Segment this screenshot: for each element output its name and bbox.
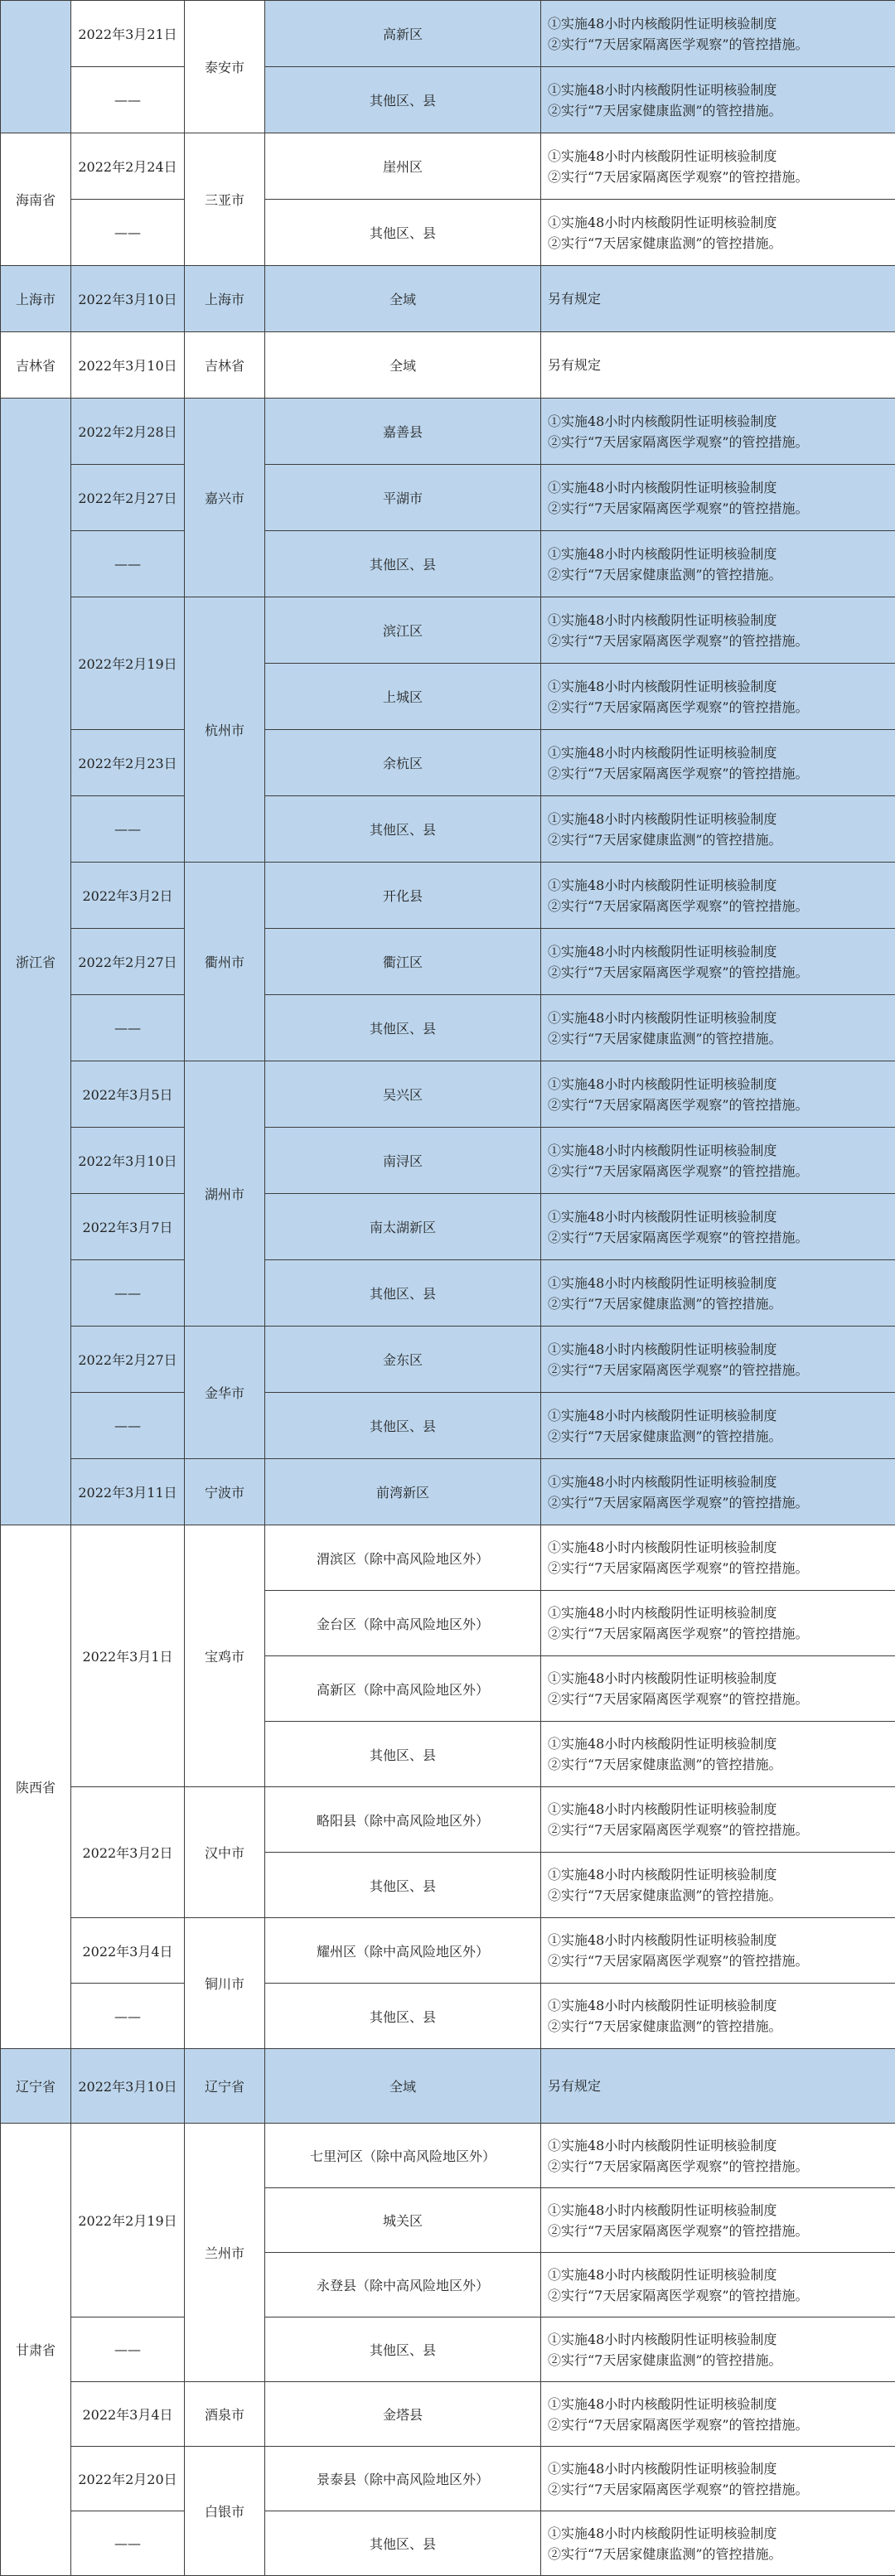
- measure-cell: [541, 1787, 895, 1853]
- measure-cell: [541, 2317, 895, 2382]
- measure-line: ②实行“7天居家隔离医学观察”的管控措施。: [548, 1095, 895, 1115]
- district-cell: 其他区、县: [265, 1722, 541, 1787]
- measure-line: ②实行“7天居家健康监测”的管控措施。: [548, 233, 895, 254]
- district-cell: 其他区、县: [265, 1853, 541, 1918]
- measure-line: ②实行“7天居家隔离医学观察”的管控措施。: [548, 167, 895, 187]
- date-cell: 2022年3月21日: [71, 1, 185, 67]
- date-cell: 2022年3月4日: [71, 2382, 185, 2447]
- district-cell: 其他区、县: [265, 2511, 541, 2576]
- measure-line: ①实施48小时内核酸阴性证明核验制度: [548, 80, 895, 100]
- district-cell: 其他区、县: [265, 796, 541, 863]
- measure-line: ②实行“7天居家隔离医学观察”的管控措施。: [548, 1227, 895, 1248]
- date-cell: 2022年2月24日: [71, 133, 185, 200]
- date-cell: ——: [71, 1393, 185, 1459]
- measure-line: ①实施48小时内核酸阴性证明核验制度: [548, 1668, 895, 1689]
- measure-cell: [541, 133, 895, 200]
- measure-line: ①实施48小时内核酸阴性证明核验制度: [548, 1273, 895, 1293]
- measure-cell: [541, 1984, 895, 2049]
- measure-line: ①实施48小时内核酸阴性证明核验制度: [548, 2200, 895, 2221]
- measure-cell: [541, 796, 895, 863]
- district-cell: 高新区（除中高风险地区外）: [265, 1656, 541, 1722]
- province-cell: 陕西省: [1, 1525, 71, 2049]
- measure-line: ①实施48小时内核酸阴性证明核验制度: [548, 212, 895, 233]
- province-cell: 上海市: [1, 266, 71, 332]
- district-cell: 滨江区: [265, 597, 541, 664]
- measure-cell: [541, 1656, 895, 1722]
- date-cell: ——: [71, 2317, 185, 2382]
- measure-cell: [541, 1591, 895, 1656]
- city-cell: 衢州市: [185, 863, 265, 1061]
- measure-cell: [541, 1918, 895, 1984]
- measure-line: ②实行“7天居家健康监测”的管控措施。: [548, 2350, 895, 2371]
- date-cell: 2022年2月23日: [71, 730, 185, 796]
- district-cell: 金东区: [265, 1327, 541, 1393]
- date-cell: ——: [71, 1260, 185, 1327]
- measure-line: ①实施48小时内核酸阴性证明核验制度: [548, 1733, 895, 1754]
- measure-line: ①实施48小时内核酸阴性证明核验制度: [548, 941, 895, 962]
- measure-line: ①实施48小时内核酸阴性证明核验制度: [548, 875, 895, 896]
- measure-line: ①实施48小时内核酸阴性证明核验制度: [548, 1864, 895, 1885]
- measure-line: ②实行“7天居家隔离医学观察”的管控措施。: [548, 2285, 895, 2306]
- measure-line: ②实行“7天居家健康监测”的管控措施。: [548, 100, 895, 121]
- district-cell: 全域: [265, 332, 541, 399]
- measure-line: ②实行“7天居家健康监测”的管控措施。: [548, 1028, 895, 1049]
- measure-line: ①实施48小时内核酸阴性证明核验制度: [548, 1472, 895, 1492]
- measure-line: ①实施48小时内核酸阴性证明核验制度: [548, 1405, 895, 1426]
- date-cell: 2022年2月19日: [71, 2124, 185, 2317]
- measure-cell: [541, 1525, 895, 1591]
- measure-line: ①实施48小时内核酸阴性证明核验制度: [548, 1008, 895, 1028]
- measure-line: ①实施48小时内核酸阴性证明核验制度: [548, 1995, 895, 2016]
- measure-line: ②实行“7天居家健康监测”的管控措施。: [548, 1293, 895, 1314]
- measure-line: ①实施48小时内核酸阴性证明核验制度: [548, 610, 895, 631]
- measure-line: ②实行“7天居家隔离医学观察”的管控措施。: [548, 1950, 895, 1971]
- measure-line: ②实行“7天居家隔离医学观察”的管控措施。: [548, 2156, 895, 2177]
- measure-line: ①实施48小时内核酸阴性证明核验制度: [548, 411, 895, 432]
- district-cell: 其他区、县: [265, 200, 541, 266]
- measure-cell: [541, 2382, 895, 2447]
- city-cell: 汉中市: [185, 1787, 265, 1918]
- measure-cell: [541, 1722, 895, 1787]
- measure-line: ②实行“7天居家健康监测”的管控措施。: [548, 1754, 895, 1775]
- date-cell: ——: [71, 200, 185, 266]
- district-cell: 其他区、县: [265, 67, 541, 133]
- measure-line: ①实施48小时内核酸阴性证明核验制度: [548, 1074, 895, 1095]
- measure-cell: 另有规定: [541, 2049, 895, 2124]
- city-cell: 上海市: [185, 266, 265, 332]
- date-cell: 2022年3月5日: [71, 1061, 185, 1128]
- district-cell: 前湾新区: [265, 1459, 541, 1525]
- district-cell: 景泰县（除中高风险地区外）: [265, 2447, 541, 2511]
- date-cell: 2022年3月10日: [71, 266, 185, 332]
- district-cell: 金塔县: [265, 2382, 541, 2447]
- measure-line: ②实行“7天居家隔离医学观察”的管控措施。: [548, 896, 895, 916]
- measure-line: ①实施48小时内核酸阴性证明核验制度: [548, 676, 895, 697]
- date-cell: 2022年3月10日: [71, 1128, 185, 1194]
- measure-cell: [541, 2124, 895, 2188]
- date-cell: 2022年3月11日: [71, 1459, 185, 1525]
- measure-line: ①实施48小时内核酸阴性证明核验制度: [548, 1930, 895, 1950]
- district-cell: 渭滨区（除中高风险地区外）: [265, 1525, 541, 1591]
- city-cell: 金华市: [185, 1327, 265, 1459]
- measure-cell: [541, 597, 895, 664]
- province-cell: 浙江省: [1, 399, 71, 1525]
- province-cell: 吉林省: [1, 332, 71, 399]
- date-cell: ——: [71, 1984, 185, 2049]
- measure-line: ②实行“7天居家隔离医学观察”的管控措施。: [548, 962, 895, 983]
- date-cell: 2022年3月2日: [71, 863, 185, 929]
- measure-line: ②实行“7天居家健康监测”的管控措施。: [548, 1885, 895, 1906]
- measure-line: ①实施48小时内核酸阴性证明核验制度: [548, 1206, 895, 1227]
- measure-line: ②实行“7天居家健康监测”的管控措施。: [548, 1426, 895, 1447]
- district-cell: 其他区、县: [265, 1260, 541, 1327]
- measure-line: ②实行“7天居家隔离医学观察”的管控措施。: [548, 1492, 895, 1513]
- measure-cell: [541, 664, 895, 730]
- measure-line: ①实施48小时内核酸阴性证明核验制度: [548, 1140, 895, 1161]
- measure-cell: [541, 1061, 895, 1128]
- date-cell: 2022年3月7日: [71, 1194, 185, 1260]
- date-cell: 2022年3月4日: [71, 1918, 185, 1984]
- measure-line: ①实施48小时内核酸阴性证明核验制度: [548, 1799, 895, 1820]
- measure-cell: [541, 1459, 895, 1525]
- measure-line: ①实施48小时内核酸阴性证明核验制度: [548, 477, 895, 498]
- measure-line: ①实施48小时内核酸阴性证明核验制度: [548, 13, 895, 34]
- district-cell: 其他区、县: [265, 1393, 541, 1459]
- measure-line: ①实施48小时内核酸阴性证明核验制度: [548, 2458, 895, 2479]
- measure-cell: [541, 2447, 895, 2511]
- date-cell: ——: [71, 67, 185, 133]
- measure-line: ①实施48小时内核酸阴性证明核验制度: [548, 1537, 895, 1558]
- date-cell: ——: [71, 531, 185, 597]
- measure-cell: [541, 1393, 895, 1459]
- city-cell: 宁波市: [185, 1459, 265, 1525]
- measure-line: ②实行“7天居家隔离医学观察”的管控措施。: [548, 2479, 895, 2500]
- province-cell: [1, 1, 71, 133]
- measure-line: ①实施48小时内核酸阴性证明核验制度: [548, 544, 895, 564]
- district-cell: 上城区: [265, 664, 541, 730]
- city-cell: 铜川市: [185, 1918, 265, 2049]
- measure-cell: [541, 2253, 895, 2317]
- measure-cell: [541, 2188, 895, 2253]
- date-cell: 2022年2月28日: [71, 399, 185, 465]
- district-cell: 崖州区: [265, 133, 541, 200]
- date-cell: ——: [71, 2511, 185, 2576]
- date-cell: 2022年2月27日: [71, 465, 185, 531]
- measure-cell: [541, 531, 895, 597]
- measure-cell: [541, 1194, 895, 1260]
- city-cell: 泰安市: [185, 1, 265, 133]
- measure-line: ②实行“7天居家隔离医学观察”的管控措施。: [548, 631, 895, 651]
- measure-line: ①实施48小时内核酸阴性证明核验制度: [548, 2523, 895, 2544]
- district-cell: 其他区、县: [265, 2317, 541, 2382]
- measure-line: ②实行“7天居家隔离医学观察”的管控措施。: [548, 1558, 895, 1578]
- district-cell: 全域: [265, 2049, 541, 2124]
- measure-line: ①实施48小时内核酸阴性证明核验制度: [548, 2135, 895, 2156]
- measure-cell: [541, 1853, 895, 1918]
- measure-cell: [541, 2511, 895, 2576]
- measure-line: ①实施48小时内核酸阴性证明核验制度: [548, 2329, 895, 2350]
- measure-line: ②实行“7天居家隔离医学观察”的管控措施。: [548, 34, 895, 55]
- city-cell: 吉林省: [185, 332, 265, 399]
- district-cell: 七里河区（除中高风险地区外）: [265, 2124, 541, 2188]
- district-cell: 其他区、县: [265, 531, 541, 597]
- measure-cell: [541, 200, 895, 266]
- district-cell: 南浔区: [265, 1128, 541, 1194]
- measure-line: ②实行“7天居家健康监测”的管控措施。: [548, 2016, 895, 2037]
- measure-line: ②实行“7天居家隔离医学观察”的管控措施。: [548, 1360, 895, 1380]
- date-cell: 2022年2月19日: [71, 597, 185, 730]
- measure-line: ②实行“7天居家隔离医学观察”的管控措施。: [548, 498, 895, 519]
- measure-cell: 另有规定: [541, 332, 895, 399]
- measure-line: ②实行“7天居家隔离医学观察”的管控措施。: [548, 2221, 895, 2241]
- measure-cell: [541, 399, 895, 465]
- district-cell: 耀州区（除中高风险地区外）: [265, 1918, 541, 1984]
- measure-line: ②实行“7天居家隔离医学观察”的管控措施。: [548, 697, 895, 718]
- measure-cell: [541, 1327, 895, 1393]
- district-cell: 吴兴区: [265, 1061, 541, 1128]
- date-cell: 2022年3月10日: [71, 332, 185, 399]
- measure-line: ①实施48小时内核酸阴性证明核验制度: [548, 742, 895, 763]
- measure-line: ②实行“7天居家健康监测”的管控措施。: [548, 2544, 895, 2564]
- district-cell: 平湖市: [265, 465, 541, 531]
- measure-line: ①实施48小时内核酸阴性证明核验制度: [548, 809, 895, 829]
- date-cell: 2022年3月1日: [71, 1525, 185, 1787]
- province-cell: 甘肃省: [1, 2124, 71, 2576]
- measure-cell: [541, 465, 895, 531]
- city-cell: 杭州市: [185, 597, 265, 863]
- district-cell: 嘉善县: [265, 399, 541, 465]
- measure-line: ①实施48小时内核酸阴性证明核验制度: [548, 2264, 895, 2285]
- measure-cell: [541, 1260, 895, 1327]
- district-cell: 南太湖新区: [265, 1194, 541, 1260]
- measure-line: ①实施48小时内核酸阴性证明核验制度: [548, 1339, 895, 1360]
- date-cell: 2022年3月2日: [71, 1787, 185, 1918]
- province-cell: 海南省: [1, 133, 71, 266]
- district-cell: 城关区: [265, 2188, 541, 2253]
- measure-line: ②实行“7天居家健康监测”的管控措施。: [548, 564, 895, 585]
- measure-line: ②实行“7天居家健康监测”的管控措施。: [548, 829, 895, 850]
- measure-line: ②实行“7天居家隔离医学观察”的管控措施。: [548, 1689, 895, 1709]
- district-cell: 其他区、县: [265, 995, 541, 1061]
- date-cell: 2022年3月10日: [71, 2049, 185, 2124]
- measure-line: ②实行“7天居家隔离医学观察”的管控措施。: [548, 2414, 895, 2435]
- measure-cell: 另有规定: [541, 266, 895, 332]
- city-cell: 三亚市: [185, 133, 265, 266]
- measure-line: ②实行“7天居家隔离医学观察”的管控措施。: [548, 763, 895, 784]
- measure-line: ①实施48小时内核酸阴性证明核验制度: [548, 2394, 895, 2414]
- district-cell: 衢江区: [265, 929, 541, 995]
- district-cell: 全域: [265, 266, 541, 332]
- city-cell: 嘉兴市: [185, 399, 265, 597]
- province-cell: 辽宁省: [1, 2049, 71, 2124]
- city-cell: 湖州市: [185, 1061, 265, 1327]
- district-cell: 开化县: [265, 863, 541, 929]
- district-cell: 余杭区: [265, 730, 541, 796]
- city-cell: 宝鸡市: [185, 1525, 265, 1787]
- measure-line: ①实施48小时内核酸阴性证明核验制度: [548, 1602, 895, 1623]
- measure-line: ②实行“7天居家隔离医学观察”的管控措施。: [548, 1623, 895, 1644]
- district-cell: 略阳县（除中高风险地区外）: [265, 1787, 541, 1853]
- date-cell: ——: [71, 796, 185, 863]
- measure-line: ②实行“7天居家隔离医学观察”的管控措施。: [548, 1161, 895, 1182]
- measure-cell: [541, 1128, 895, 1194]
- district-cell: 金台区（除中高风险地区外）: [265, 1591, 541, 1656]
- measure-cell: [541, 929, 895, 995]
- city-cell: 酒泉市: [185, 2382, 265, 2447]
- district-cell: 其他区、县: [265, 1984, 541, 2049]
- city-cell: 兰州市: [185, 2124, 265, 2382]
- date-cell: 2022年2月27日: [71, 929, 185, 995]
- date-cell: ——: [71, 995, 185, 1061]
- measure-line: ②实行“7天居家隔离医学观察”的管控措施。: [548, 1820, 895, 1840]
- city-cell: 辽宁省: [185, 2049, 265, 2124]
- date-cell: 2022年2月20日: [71, 2447, 185, 2511]
- measure-line: ②实行“7天居家隔离医学观察”的管控措施。: [548, 432, 895, 452]
- city-cell: 白银市: [185, 2447, 265, 2576]
- measure-cell: [541, 1, 895, 67]
- measure-cell: [541, 730, 895, 796]
- measure-cell: [541, 863, 895, 929]
- measure-cell: [541, 67, 895, 133]
- measure-cell: [541, 995, 895, 1061]
- date-cell: 2022年2月27日: [71, 1327, 185, 1393]
- district-cell: 高新区: [265, 1, 541, 67]
- district-cell: 永登县（除中高风险地区外）: [265, 2253, 541, 2317]
- measure-line: ①实施48小时内核酸阴性证明核验制度: [548, 146, 895, 167]
